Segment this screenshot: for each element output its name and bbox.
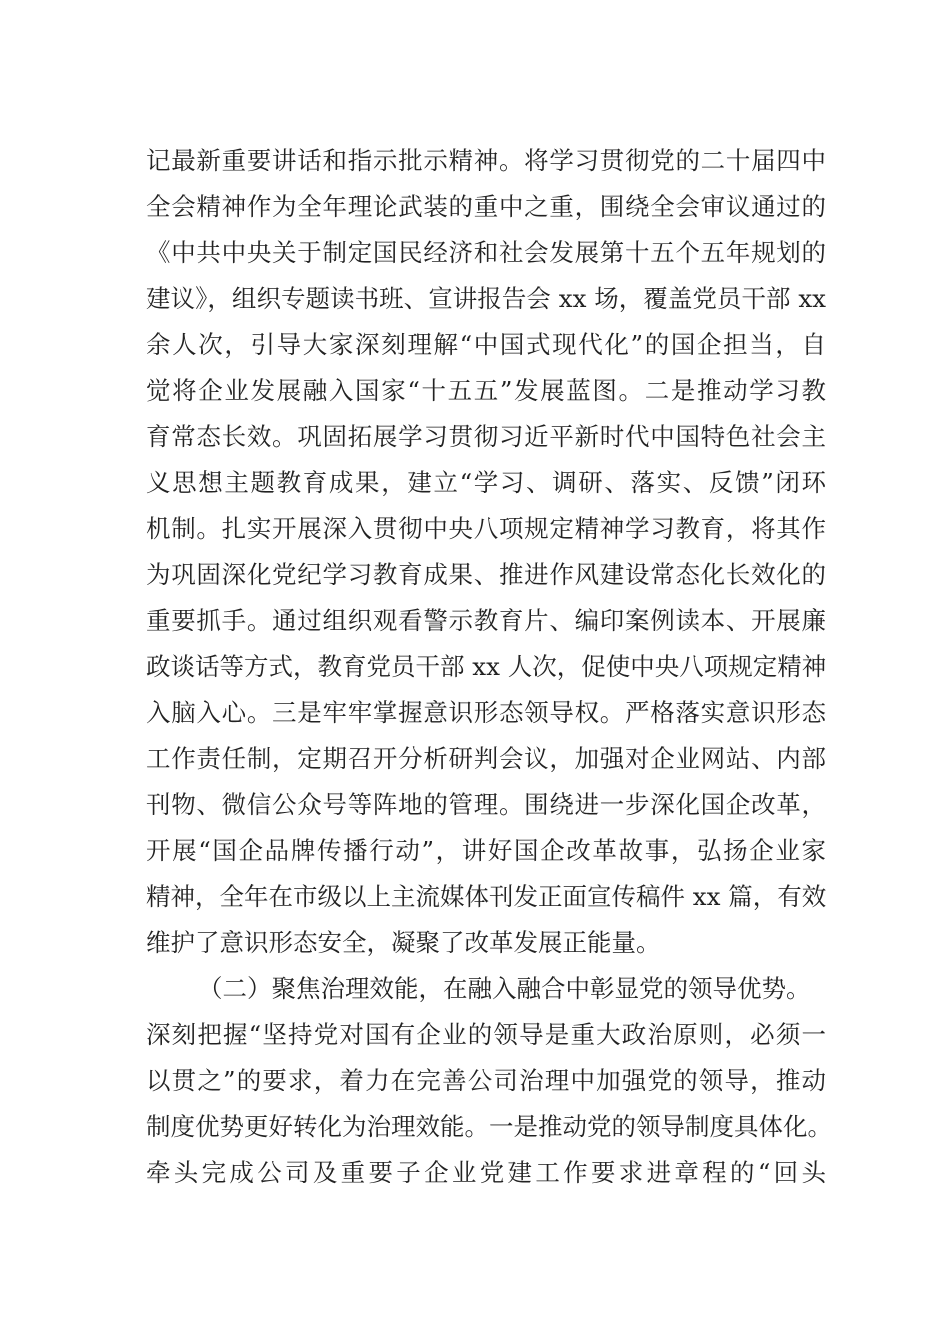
text-line: 政谈话等方式，教育党员干部 xx 人次，促使中央八项规定精神 [146, 652, 827, 681]
text-line: 以贯之”的要求，着力在完善公司治理中加强党的领导，推动 [146, 1066, 826, 1095]
text-line: 维护了意识形态安全，凝聚了改革发展正能量。 [146, 928, 661, 957]
text-line: 入脑入心。三是牢牢掌握意识形态领导权。严格落实意识形态 [146, 698, 826, 727]
text-line: 建议》，组织专题读书班、宣讲报告会 xx 场，覆盖党员干部 xx [146, 284, 826, 313]
text-line: 牵头完成公司及重要子企业党建工作要求进章程的“回头 [146, 1158, 826, 1187]
text-line: 觉将企业发展融入国家“十五五”发展蓝图。二是推动学习教 [146, 376, 826, 405]
text-line: 《中共中央关于制定国民经济和社会发展第十五个五年规划的 [146, 238, 826, 267]
text-line: 制度优势更好转化为治理效能。一是推动党的领导制度具体化。 [146, 1112, 832, 1141]
text-line: 育常态长效。巩固拓展学习贯彻习近平新时代中国特色社会主 [146, 422, 826, 451]
text-line: 义思想主题教育成果，建立“学习、调研、落实、反馈”闭环 [146, 468, 826, 497]
text-line: 深刻把握“坚持党对国有企业的领导是重大政治原则，必须一 [146, 1020, 826, 1049]
text-line: 余人次，引导大家深刻理解“中国式现代化”的国企担当，自 [146, 330, 826, 359]
text-line: 机制。扎实开展深入贯彻中央八项规定精神学习教育，将其作 [146, 514, 826, 543]
text-line: 记最新重要讲话和指示批示精神。将学习贯彻党的二十届四中 [146, 146, 826, 175]
text-line: 重要抓手。通过组织观看警示教育片、编印案例读本、开展廉 [146, 606, 826, 635]
text-line: 工作责任制，定期召开分析研判会议，加强对企业网站、内部 [146, 744, 826, 773]
text-line: 全会精神作为全年理论武装的重中之重，围绕全会审议通过的 [146, 192, 826, 221]
text-line: 精神，全年在市级以上主流媒体刊发正面宣传稿件 xx 篇，有效 [146, 882, 827, 911]
text-line: 开展“国企品牌传播行动”，讲好国企改革故事，弘扬企业家 [146, 836, 826, 865]
text-line: 刊物、微信公众号等阵地的管理。围绕进一步深化国企改革， [146, 790, 826, 819]
section-heading: （二）聚焦治理效能，在融入融合中彰显党的领导优势。 [198, 974, 811, 1003]
text-line: 为巩固深化党纪学习教育成果、推进作风建设常态化长效化的 [146, 560, 826, 589]
